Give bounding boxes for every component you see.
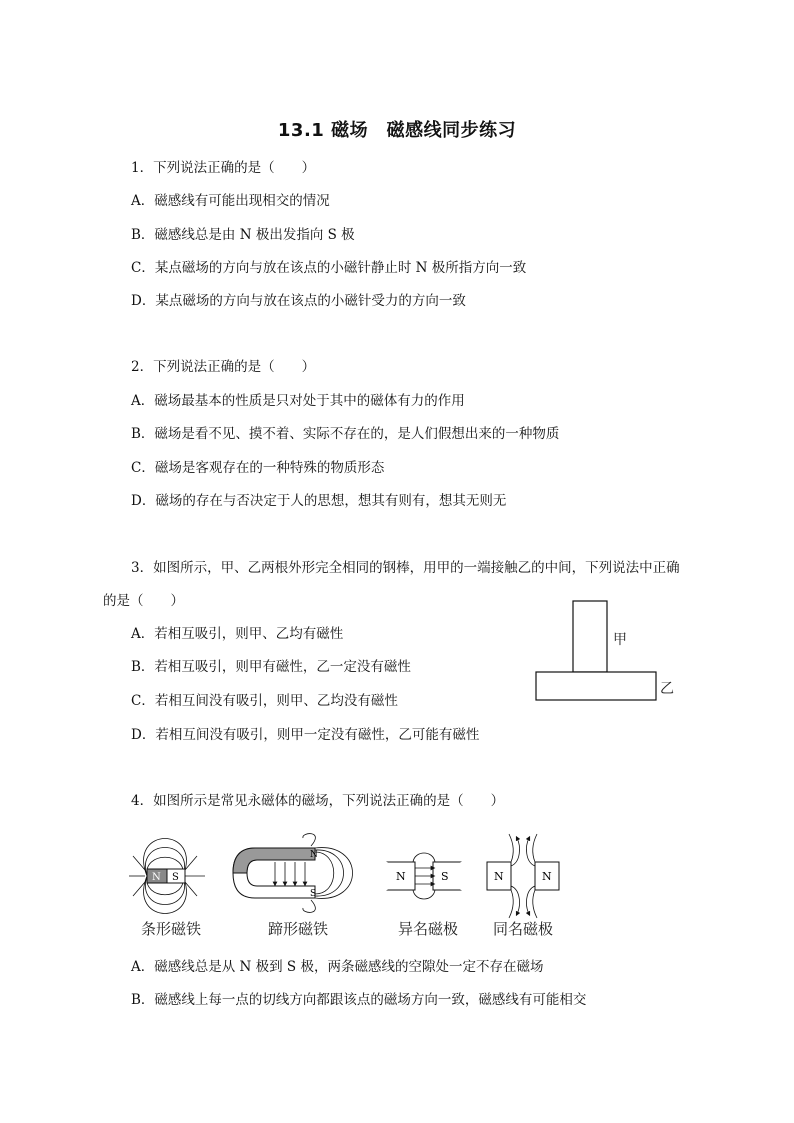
q3-steel-rods-figure [530, 596, 680, 706]
bar-pole-s: S [172, 872, 179, 883]
rod-yi [536, 672, 656, 700]
horseshoe-pole-s: S [310, 889, 317, 899]
caption-like-poles: 同名磁极 [493, 920, 554, 938]
q1-option-a: A．磁感线有可能出现相交的情况 [131, 193, 330, 209]
label-yi: 乙 [660, 681, 674, 697]
q3-option-a: A．若相互吸引，则甲、乙均有磁性 [131, 626, 344, 642]
bar-magnet-diagram [129, 839, 205, 939]
q4-option-b: B．磁感线上每一点的切线方向都跟该点的磁场方向一致，磁感线有可能相交 [131, 992, 587, 1008]
page-title: 13.1 磁场 磁感线同步练习 [277, 120, 517, 141]
like-pole-n-left: N [494, 870, 504, 883]
caption-bar-magnet: 条形磁铁 [141, 920, 202, 938]
q1-stem: 1．下列说法正确的是（ ） [131, 160, 316, 176]
q2-option-c: C．磁场是客观存在的一种特殊的物质形态 [131, 460, 385, 476]
q3-option-b: B．若相互吸引，则甲有磁性，乙一定没有磁性 [131, 659, 411, 675]
q3-option-d: D．若相互间没有吸引，则甲一定没有磁性，乙可能有磁性 [131, 727, 480, 743]
rod-jia [573, 601, 607, 672]
q2-option-b: B．磁场是看不见、摸不着、实际不存在的，是人们假想出来的一种物质 [131, 426, 560, 442]
q1-option-b: B．磁感线总是由 N 极出发指向 S 极 [131, 227, 355, 243]
q3-option-c: C．若相互间没有吸引，则甲、乙均没有磁性 [131, 693, 398, 709]
q4-magnet-fields-figure [125, 826, 575, 944]
horseshoe-magnet-diagram [233, 834, 353, 938]
q1-option-d: D．某点磁场的方向与放在该点的小磁针受力的方向一致 [131, 293, 466, 309]
opposite-poles-diagram [387, 853, 461, 938]
like-pole-n-right: N [542, 870, 552, 883]
label-jia: 甲 [613, 632, 627, 648]
q4-option-a: A．磁感线总是从 N 极到 S 极，两条磁感线的空隙处一定不存在磁场 [131, 959, 544, 975]
opposite-pole-n: N [396, 870, 406, 883]
q2-option-d: D．磁场的存在与否决定于人的思想，想其有则有，想其无则无 [131, 493, 507, 509]
q2-option-a: A．磁场最基本的性质是只对处于其中的磁体有力的作用 [131, 393, 465, 409]
q4-stem: 4．如图所示是常见永磁体的磁场，下列说法正确的是（ ） [131, 793, 505, 809]
caption-opposite-poles: 异名磁极 [398, 920, 459, 938]
q3-stem-line2: 的是（ ） [103, 593, 184, 609]
horseshoe-pole-n: N [310, 850, 318, 860]
like-poles-diagram [487, 834, 559, 938]
bar-pole-n: N [152, 872, 161, 883]
q3-stem-line1: 3．如图所示，甲、乙两根外形完全相同的钢棒，用甲的一端接触乙的中间，下列说法中正确 [131, 560, 680, 576]
q1-option-c: C．某点磁场的方向与放在该点的小磁针静止时 N 极所指方向一致 [131, 260, 527, 276]
q2-stem: 2．下列说法正确的是（ ） [131, 359, 316, 375]
caption-horseshoe-magnet: 蹄形磁铁 [268, 920, 329, 938]
opposite-pole-s: S [441, 870, 449, 883]
